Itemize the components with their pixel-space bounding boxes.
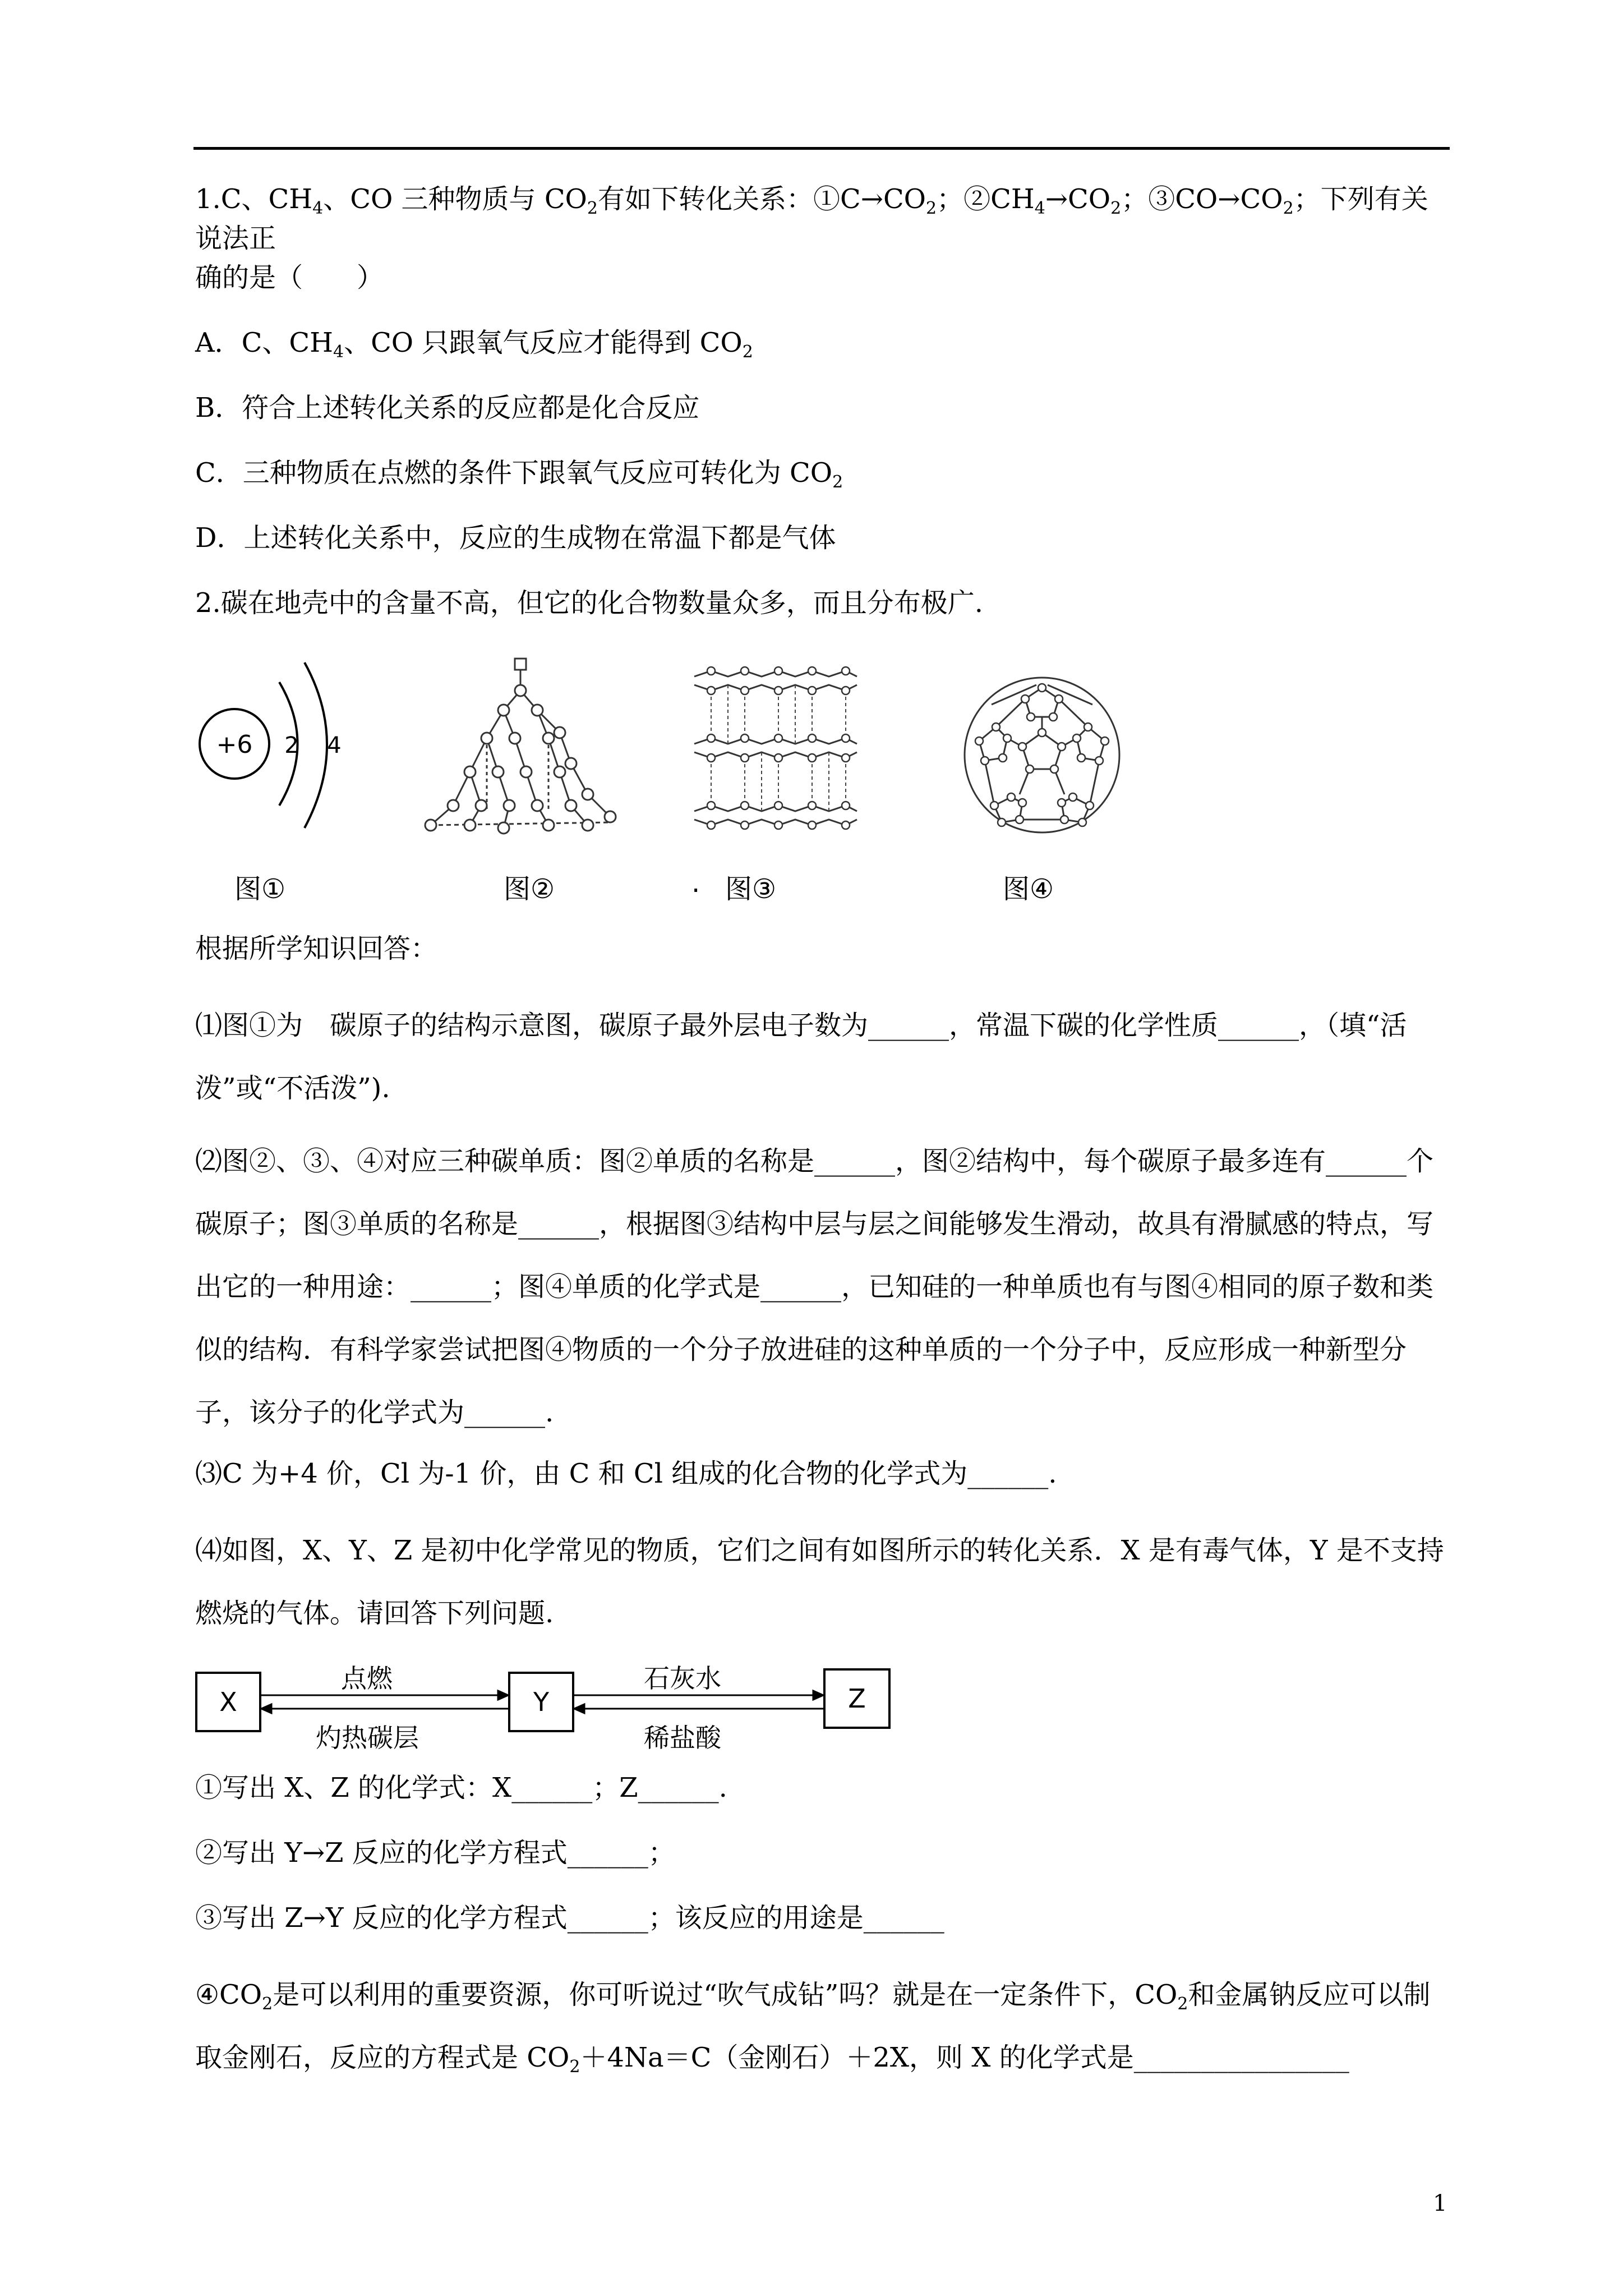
box-y: Y xyxy=(508,1672,574,1732)
nucleus-label: +6 xyxy=(216,730,253,759)
diamond-structure-figure xyxy=(419,648,621,862)
shell2-label: 4 xyxy=(327,733,342,758)
q2-sub1: ①写出 X、Z 的化学式：X______；Z______. xyxy=(195,1772,727,1803)
fig4-label: 图④ xyxy=(1003,873,1054,905)
c60-structure-figure xyxy=(958,665,1126,845)
q1-option-a: A．C、$CH_4$、CO 只跟氧气反应才能得到 $CO_2$ xyxy=(195,327,753,362)
conversion-diagram xyxy=(195,1650,1449,1757)
content xyxy=(195,180,1449,2089)
fig1-label: 图① xyxy=(234,873,286,905)
diagram-arrows xyxy=(195,1650,891,1757)
q1-option-b: B．符合上述转化关系的反应都是化合反应 xyxy=(195,392,700,424)
q2-intro: 根据所学知识回答： xyxy=(195,933,438,964)
label-ignite: 点燃 xyxy=(341,1663,393,1694)
carbon-figures xyxy=(195,648,1449,912)
fig3-dot: . xyxy=(691,867,700,899)
q2-sub4: $④CO_2$是可以利用的重要资源，你可听说过“吹气成钻”吗？就是在一定条件下，$CO_2$和金属钠反应可以制取金刚石，反应的方程式是 $CO_2+4Na=C$（金刚石）＋2X，则 X 的化学式是________________ xyxy=(195,1979,1431,2077)
box-z: Z xyxy=(823,1668,891,1729)
page-number: 1 xyxy=(1433,2191,1447,2216)
shell1-label: 2 xyxy=(284,733,299,758)
box-x: X xyxy=(195,1672,261,1732)
label-limewater: 石灰水 xyxy=(644,1663,721,1694)
q1-option-d: D．上述转化关系中，反应的生成物在常温下都是气体 xyxy=(195,522,836,554)
q2-sub2: ②写出 Y→Z 反应的化学方程式______； xyxy=(195,1837,675,1869)
q2-part3: ⑶C 为+4 价，Cl 为-1 价，由 C 和 Cl 组成的化合物的化学式为______. xyxy=(195,1458,1057,1489)
graphite-structure-figure xyxy=(689,654,863,862)
q2-sub3: ③写出 Z→Y 反应的化学方程式______；该反应的用途是______ xyxy=(195,1902,944,1934)
fig3-label: 图③ xyxy=(725,873,777,905)
atom-structure-figure xyxy=(195,660,358,895)
label-hot-carbon: 灼热碳层 xyxy=(316,1723,419,1753)
q2-part2: ⑵图②、③、④对应三种碳单质：图②单质的名称是______，图②结构中，每个碳原子最多连有______个碳原子；图③单质的名称是______，根据图③结构中层与层之间能够发生滑动，故具有滑腻感的特点，写出它的一种用途：______；图④单质的化学式是______，已知硅的一种单质也有与图④相同的原子数和类似的结构．有科学家尝试把图④物质的一个分子放进硅的这种单质的一个分子中，反应形成一种新型分子，该分子的化学式为______. xyxy=(195,1145,1434,1428)
q1-stem: 1.C、$CH_4$、CO 三种物质与 $CO_2$有如下转化关系：$①C\to CO_2$；$②CH_4\to CO_2$；$③CO\to CO_2$；下列有关说法正 确的是（ ） xyxy=(195,183,1428,293)
q2-stem: 2.碳在地壳中的含量不高，但它的化合物数量众多，而且分布极广. xyxy=(195,587,984,619)
q2-part4: ⑷如图，X、Y、Z 是初中化学常见的物质，它们之间有如图所示的转化关系．X 是有毒气体，Y 是不支持燃烧的气体。请回答下列问题. xyxy=(195,1535,1444,1629)
header-rule xyxy=(193,147,1450,150)
fig2-label: 图② xyxy=(504,873,555,905)
q2-part1: ⑴图①为 碳原子的结构示意图，碳原子最外层电子数为______，常温下碳的化学性质______，（填“活泼”或“不活泼”). xyxy=(195,1010,1407,1104)
label-dilute-hcl: 稀盐酸 xyxy=(644,1723,721,1753)
q1-option-c: C．三种物质在点燃的条件下跟氧气反应可转化为 $CO_2$ xyxy=(195,457,843,492)
